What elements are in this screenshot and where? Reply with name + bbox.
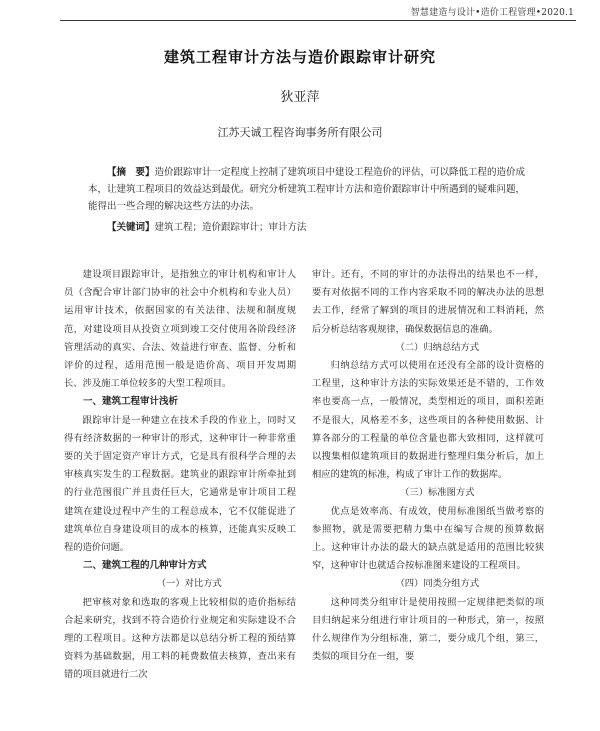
abstract-text: 造价跟踪审计一定程度上控制了建筑项目中建设工程造价的评估，可以降低工程的造价成本，让建筑工程项目的效益达到最优。研究分析建筑工程审计方法和造价跟踪审计中所遇到的疑难问题，能得出一些合理的解决这些方法的办法。 [88,167,526,212]
paragraph: 优点是效率高、有成效，使用标准图纸当做考察的参照物，就是需要把精力集中在编写合规的预算数据上。这种审计办法的最大的缺点就是适用的范围比较狭窄，这种审计也就适合按标准图来建设的工程项目。 [312,505,544,572]
paper-title: 建筑工程审计方法与造价跟踪审计研究 [163,48,436,66]
paragraph: 建设项目跟踪审计，是指独立的审计机构和审计人员（含配合审计部门协审的社会中介机构和专业人员）运用审计技术，依据国家的有关法律、法规和制度规范，对建设项目从投资立项到竣工交付使用各阶段经济管理活动的真实、合法、效益进行审查、监督、分析和评价的过程，适用范围一般是造价高、项目开发周期长、涉及施工单位较多的大型工程项目。 [64,269,296,390]
paragraph: 审计。还有，不同的审计的办法得出的结果也不一样，要有对依据不同的工作内容采取不同的解决办法的思想去工作，经常了解到的项目的进展情况和工料消耗，然后分析总结客观规律，确保数据信息的准确。 [312,269,544,335]
section-heading: 一、建筑工程审计浅析 [83,396,179,408]
subsection-heading: （二）归纳总结方式 [395,341,480,353]
subsection-heading: （三）标准图方式 [400,487,475,499]
keywords-tag: 【关键词】 [107,222,155,233]
subsection-heading: （四）同类分组方式 [395,578,480,590]
abstract-tag: 【摘 要】 [107,167,155,178]
paragraph: 这种同类分组审计是使用按照一定规律把类似的项目归纳起来分组进行审计项目的一种形式，第一，按照什么规律作为分组标准，第二，要分成几个组，第三，类似的项目分在一组，要 [312,596,544,663]
left-column [64,266,296,685]
author-name: 狄亚萍 [280,90,320,105]
keywords [88,219,528,236]
affiliation: 江苏天诚工程咨询事务所有限公司 [217,126,383,139]
running-header: 智慧建造与设计•造价工程管理•2020.1 [410,8,574,18]
paragraph: 跟踪审计是一种建立在技术手段的作业上，同时又得有经济数据的一种审计的形式，这种审计一种非常重要的关于固定资产审计方式，它是具有很科学合理的去审核真实发生的工程数据。建筑业的跟踪审计所牵扯到的行业范围很广并且责任巨大，它通常是审计项目工程建筑在建设过程中产生的工程总成本，它不仅能促进了建筑单位自身建设项目的成本的核算，还能真实反映工程的造价问题。 [64,414,296,554]
abstract [88,164,528,215]
paragraph: 归纳总结方式可以使用在还没有全部的设计资格的工程里，这种审计方法的实际效果还是不错的，工作效率也要高一点，一般情况，类型相近的项目，面积差距不是很大，风格差不多，这些项目的各种使用数据、计算各部分的工程量的单位含量也都大致相同，这样就可以搜集相似建筑项目的数据进行整理归集分析后，加上相应的建筑的标准，构成了审计工作的数据库。 [312,360,544,481]
subsection-heading: （一）对比方式 [156,578,222,590]
keywords-text: 建筑工程；造价跟踪审计；审计方法 [154,222,307,233]
section-heading: 二、建筑工程的几种审计方式 [83,560,207,572]
header-rule [60,20,576,21]
right-column [312,266,544,666]
paragraph: 把审核对象和选取的客观上比较相似的造价指标结合起来研究，找到不符合造价行业规定和实际建设不合理的工程项目。这种方法都是以总结分析工程的预结算资料为基础数据，用工料的耗费数值去核算，查出来有错的项目就进行二次 [64,596,296,681]
